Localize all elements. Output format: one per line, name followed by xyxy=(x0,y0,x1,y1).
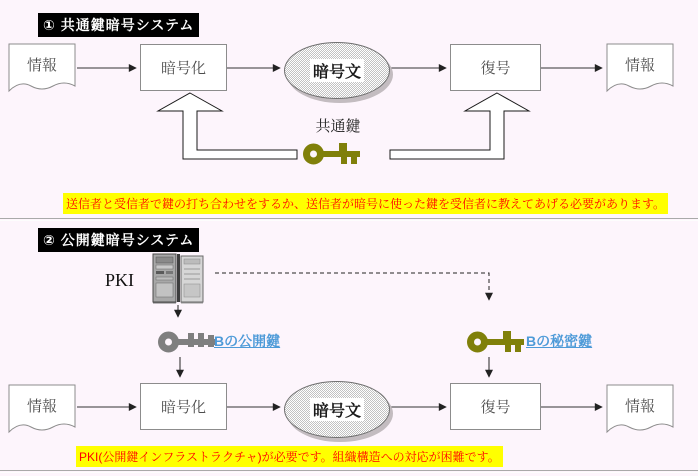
document-destination-2 xyxy=(606,384,674,440)
private-key-link[interactable]: Bの秘密鍵 xyxy=(526,333,593,349)
ciphertext-ellipse-2 xyxy=(284,381,390,438)
section2-note: PKI(公開鍵インフラストラクチャ)が必要です。組織構造への対応が困難です。 xyxy=(76,446,503,467)
elbow-arrow-to-decrypt xyxy=(390,93,529,159)
section2-header: ② 公開鍵暗号システム xyxy=(38,228,199,252)
encrypt-label: 暗号化 xyxy=(160,60,206,77)
ciphertext-ellipse-1 xyxy=(284,42,390,99)
public-key-icon xyxy=(158,326,216,354)
section-divider-1 xyxy=(0,218,698,221)
ciphertext-label: 暗号文 xyxy=(310,59,364,82)
shared-key-label: 共通鍵 xyxy=(315,118,361,135)
dashed-arrow-server-to-private-key xyxy=(215,273,489,300)
ciphertext-label: 暗号文 xyxy=(310,398,364,421)
decrypt-box-1 xyxy=(450,44,541,91)
public-key-link[interactable]: Bの公開鍵 xyxy=(214,333,281,349)
encrypt-box-2 xyxy=(140,383,227,430)
encrypt-label: 暗号化 xyxy=(160,399,206,416)
document-label: 情報 xyxy=(624,398,655,415)
private-key-icon xyxy=(467,326,525,354)
decrypt-label: 復号 xyxy=(480,399,511,416)
document-destination-1 xyxy=(606,43,674,99)
document-source-2 xyxy=(8,384,76,440)
document-source-1 xyxy=(8,43,76,99)
decrypt-box-2 xyxy=(450,383,541,430)
document-label: 情報 xyxy=(26,57,57,74)
elbow-arrow-to-encrypt xyxy=(158,93,297,159)
encrypt-box-1 xyxy=(140,44,227,91)
document-label: 情報 xyxy=(624,57,655,74)
pki-distribution-lines xyxy=(178,273,489,377)
shared-key-icon xyxy=(303,138,361,166)
section1-note: 送信者と受信者で鍵の打ち合わせをするか、送信者が暗号に使った鍵を受信者に教えてあげる必要があります。 xyxy=(63,193,668,214)
pki-server-icon xyxy=(150,252,206,306)
document-label: 情報 xyxy=(26,398,57,415)
section-divider-2 xyxy=(0,470,698,473)
section1-header: ① 共通鍵暗号システム xyxy=(38,13,199,37)
decrypt-label: 復号 xyxy=(480,60,511,77)
pki-label: PKI xyxy=(105,270,135,290)
